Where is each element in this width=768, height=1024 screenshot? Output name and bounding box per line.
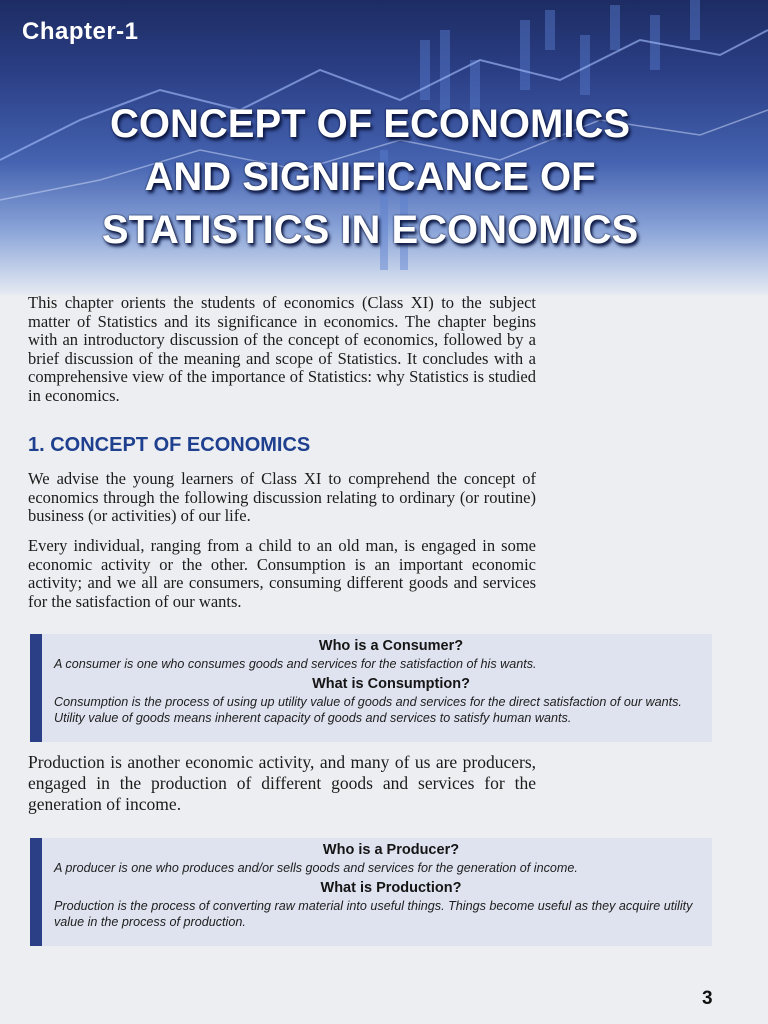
box-answer: A producer is one who produces and/or sells goods and services for the generation of income. bbox=[54, 861, 578, 875]
box-answer: Production is the process of converting raw material into useful things. Things become useful as they acquire utility value in the process of production. bbox=[54, 899, 693, 929]
box-question: What is Consumption? bbox=[312, 676, 470, 692]
body-paragraph: We advise the young learners of Class XI to comprehend the concept of economics through the following discussion relating to ordinary (or routine) business (or activities) of our life. bbox=[28, 469, 536, 526]
box-question: Who is a Consumer? bbox=[318, 638, 464, 654]
box-answer: A consumer is one who consumes goods and services for the satisfaction of his wants. bbox=[54, 657, 537, 671]
body-paragraph: Every individual, ranging from a child to an old man, is engaged in some economic activity or the other. Consumption is an important economic activity; and we all are consumers, consuming different goods and services for the satisfaction of our wants. bbox=[28, 536, 536, 611]
title-line: STATISTICS IN ECONOMICS bbox=[101, 208, 639, 252]
chapter-label: Chapter-1 bbox=[22, 18, 139, 45]
box-answer: Consumption is the process of using up utility value of goods and services for the direct satisfaction of our wants. Utility value of goods means inherent capacity of goods and services to satisfy human wants. bbox=[54, 695, 682, 725]
intro-paragraph: This chapter orients the students of economics (Class XI) to the subject matter of Statistics and its significance in economics. The chapter begins with an introductory discussion of the concept of economics, followed by a brief discussion of the meaning and scope of Statistics. It concludes with a comprehensive view of the importance of Statistics: why Statistics is studied in economics. bbox=[28, 293, 536, 405]
definition-box-producer bbox=[30, 838, 712, 946]
box-question: Who is a Producer? bbox=[322, 842, 460, 858]
section-heading: 1. CONCEPT OF ECONOMICS bbox=[28, 434, 311, 456]
definition-box-consumer bbox=[30, 634, 712, 742]
page-number: 3 bbox=[702, 988, 713, 1009]
chapter-banner bbox=[0, 0, 768, 295]
body-paragraph: Production is another economic activity, and many of us are producers, engaged in the production of different goods and services for the generation of income. bbox=[28, 752, 536, 814]
title-line: AND SIGNIFICANCE OF bbox=[144, 155, 596, 199]
title-line: CONCEPT OF ECONOMICS bbox=[109, 102, 631, 146]
chapter-title bbox=[40, 98, 700, 257]
box-question: What is Production? bbox=[320, 880, 462, 896]
